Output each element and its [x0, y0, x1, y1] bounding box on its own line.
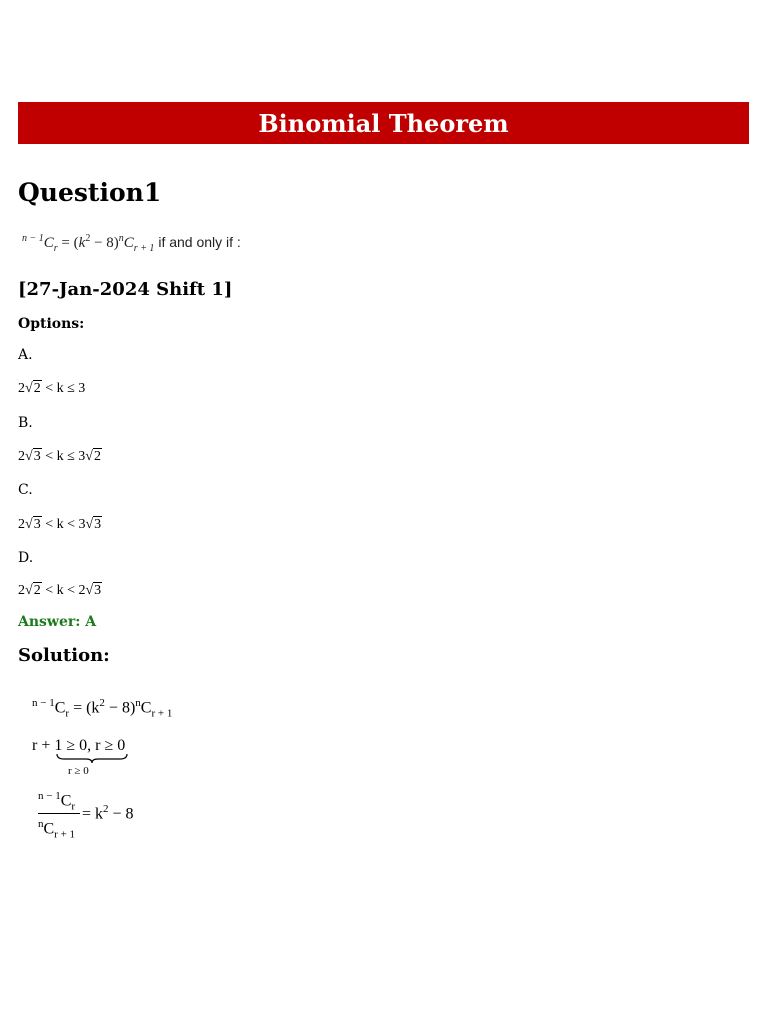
option-d-letter: D.: [18, 550, 34, 566]
sol1-sup: 2: [99, 697, 105, 709]
math-sub-r: r: [53, 243, 58, 254]
solution-title: Solution:: [18, 645, 110, 666]
exam-date-tag: [27-Jan-2024 Shift 1]: [18, 279, 233, 300]
option-b-coef: 2: [18, 449, 25, 464]
math-sub-r1: r + 1: [133, 243, 155, 254]
solution-line-2: r + 1 ≥ 0, r ≥ 0: [32, 737, 126, 754]
question-title: Question1: [18, 178, 162, 207]
sqrt-symbol: √2: [85, 449, 101, 464]
sqrt-symbol: √2: [25, 583, 41, 598]
chapter-title: Binomial Theorem: [258, 108, 509, 138]
rhs-k: = k: [82, 805, 104, 823]
sol1-nsup: n: [135, 697, 141, 709]
option-d-math: [18, 583, 102, 599]
option-c-radicand: 3: [33, 517, 41, 532]
option-a-coef: 2: [18, 381, 25, 396]
sol1-rest: − 8): [104, 699, 136, 717]
question-tail: if and only if :: [154, 234, 241, 250]
option-a-rest: < k ≤ 3: [41, 381, 86, 396]
option-b-rest: < k ≤ 3: [41, 449, 86, 464]
fraction-bar: [38, 813, 80, 814]
math-k: k: [78, 235, 86, 251]
sqrt-symbol: √3: [25, 517, 41, 532]
fraction-denominator: [38, 818, 75, 841]
chapter-banner: [18, 102, 749, 144]
sqrt-symbol: √2: [25, 381, 41, 396]
fraction-numerator: [38, 790, 75, 813]
sol1-sub2: r + 1: [151, 707, 173, 720]
sol1-mid: = (k: [69, 699, 100, 717]
option-b-radicand: 3: [33, 449, 41, 464]
option-a-radicand: 2: [33, 381, 41, 396]
math-c: C: [43, 235, 54, 251]
sol1-sub: r: [65, 707, 70, 720]
num-sub: r: [71, 800, 76, 813]
solution-line-1: [32, 697, 172, 720]
sol1-c: C: [54, 699, 66, 717]
rhs-sup: 2: [103, 803, 109, 815]
option-d-coef: 2: [18, 583, 25, 598]
question-statement: [22, 233, 241, 254]
den-sub: r + 1: [54, 828, 76, 841]
den-c: C: [43, 820, 55, 838]
sqrt-symbol: √3: [85, 583, 102, 598]
sol1-pre-sup: n − 1: [32, 697, 55, 709]
math-minus8: − 8): [90, 235, 119, 251]
brace-label: r ≥ 0: [68, 765, 89, 777]
fraction-rhs: [82, 803, 134, 823]
option-c-math: [18, 517, 102, 533]
option-d-radicand-2: 3: [94, 583, 102, 598]
den-pre-sup: n: [38, 818, 44, 830]
option-d-radicand: 2: [33, 583, 41, 598]
sqrt-symbol: √3: [85, 517, 102, 532]
sqrt-symbol: √3: [25, 449, 41, 464]
option-a-math: [18, 381, 85, 397]
num-c: C: [60, 792, 72, 810]
option-c-rest: < k < 3: [41, 517, 86, 532]
sol1-c2: C: [140, 699, 152, 717]
options-label: Options:: [18, 316, 85, 332]
math-k-sup: 2: [85, 233, 91, 244]
under-brace-icon: [56, 753, 128, 763]
option-c-coef: 2: [18, 517, 25, 532]
option-a-letter: A.: [18, 347, 33, 363]
math-n-sup: n: [118, 233, 124, 244]
option-c-letter: C.: [18, 482, 33, 498]
option-b-letter: B.: [18, 415, 33, 431]
option-d-rest: < k < 2: [41, 583, 86, 598]
option-b-math: [18, 449, 102, 465]
option-b-radicand-2: 2: [93, 449, 101, 464]
option-c-radicand-2: 3: [94, 517, 102, 532]
rhs-rest: − 8: [108, 805, 134, 823]
math-c2: C: [123, 235, 134, 251]
num-pre-sup: n − 1: [38, 790, 61, 802]
math-eq: = (: [57, 235, 79, 251]
math-pre-superscript: n − 1: [22, 233, 44, 244]
answer-label: Answer: A: [18, 614, 97, 630]
